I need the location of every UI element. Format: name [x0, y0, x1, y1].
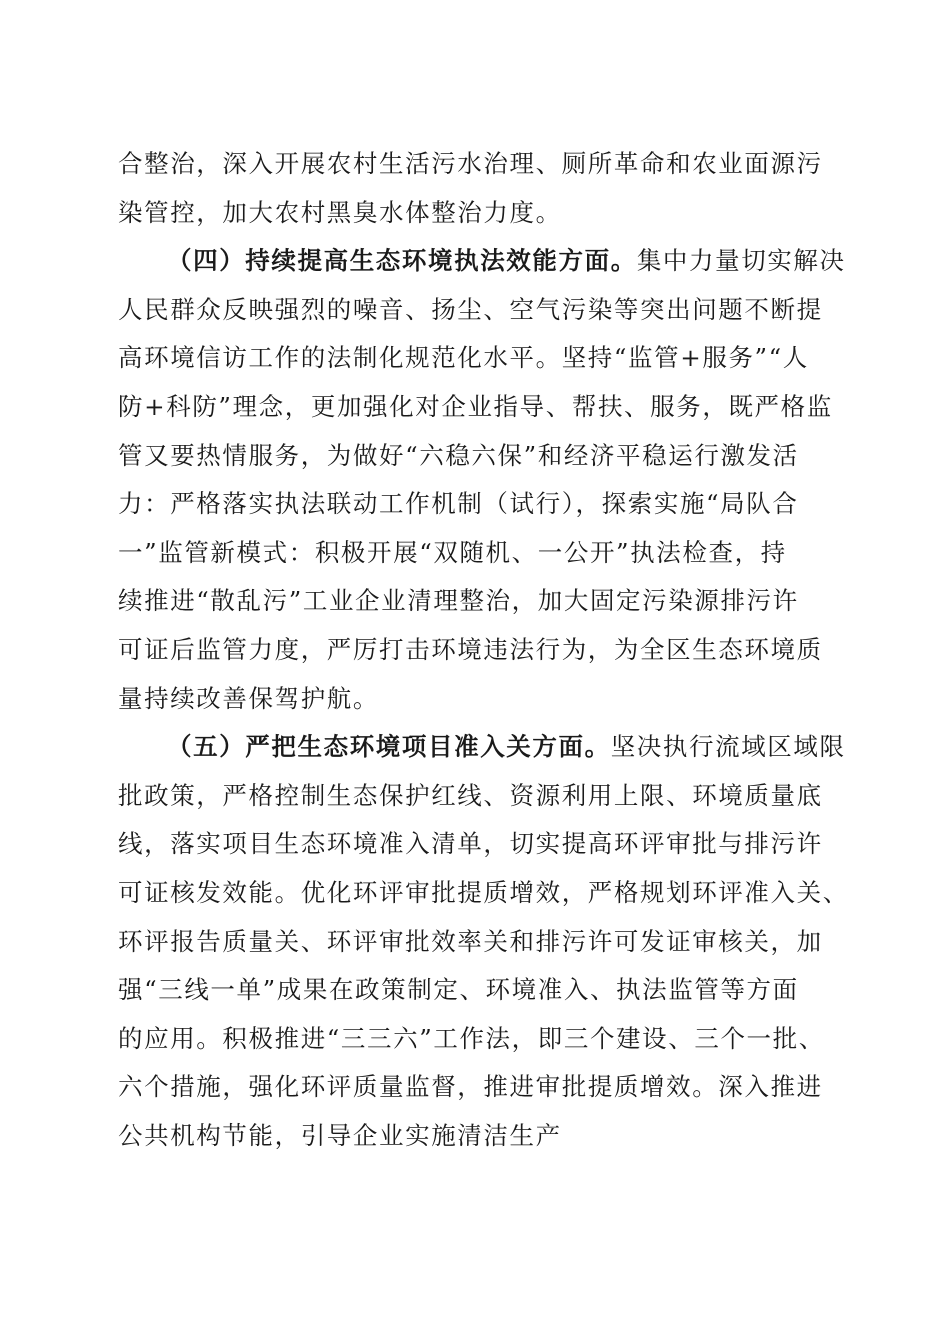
text-line: 强“三线一单”成果在政策制定、环境准入、执法监管等方面 [118, 975, 799, 1005]
text-line: 六个措施，强化环评质量监督，推进审批提质增效。深入推进 [118, 1072, 823, 1102]
text-line: 管又要热情服务，为做好“六稳六保”和经济平稳运行激发活 [118, 440, 799, 470]
text-line: 批政策，严格控制生态保护红线、资源利用上限、环境质量底 [118, 780, 823, 810]
text-line: 的应用。积极推进“三三六”工作法，即三个建设、三个一批、 [118, 1023, 825, 1053]
paragraph-2 [118, 237, 846, 723]
text-line: 合整治，深入开展农村生活污水治理、厕所革命和农业面源污 [118, 149, 823, 178]
text-line: 人民群众反映强烈的噪音、扬尘、空气污染等突出问题不断提 [118, 294, 823, 324]
text-span: 集中力量切实解决 [636, 246, 846, 276]
text-line: 线，落实项目生态环境准入清单，切实提高环评审批与排污许 [118, 829, 823, 859]
section-heading-4: （四）持续提高生态环境执法效能方面。 [167, 246, 637, 276]
paragraph-3 [118, 723, 849, 1160]
text-line: 染管控，加大农村黑臭水体整治力度。 [118, 197, 562, 227]
section-heading-5: （五）严把生态环境项目准入关方面。 [167, 732, 611, 762]
text-line: 续推进“散乱污”工业企业清理整治，加大固定污染源排污许 [118, 586, 799, 616]
paragraph-first-line [118, 723, 846, 772]
paragraph-first-line [118, 237, 846, 286]
text-line: 高环境信访工作的法制化规范化水平。坚持“监管+服务”“人 [118, 343, 809, 373]
paragraph-1 [118, 140, 838, 237]
text-line: 量持续改善保驾护航。 [118, 683, 379, 713]
text-line: 公共机构节能，引导企业实施清洁生产 [118, 1120, 562, 1150]
text-line: 一”监管新模式：积极开展“双随机、一公开”执法检查，持 [118, 537, 787, 567]
text-span: 坚决执行流域区域限 [610, 732, 846, 762]
text-line: 可证后监管力度，严厉打击环境违法行为，为全区生态环境质 [118, 634, 823, 664]
text-line: 防+科防”理念，更加强化对企业指导、帮扶、服务，既严格监 [118, 391, 833, 421]
text-line: 力：严格落实执法联动工作机制（试行），探索实施“局队合 [118, 489, 799, 519]
document-page [118, 140, 849, 1160]
text-line: 可证核发效能。优化环评审批提质增效，严格规划环评准入关、 [118, 877, 849, 907]
text-line: 环评报告质量关、环评审批效率关和排污许可发证审核关，加 [118, 926, 823, 956]
